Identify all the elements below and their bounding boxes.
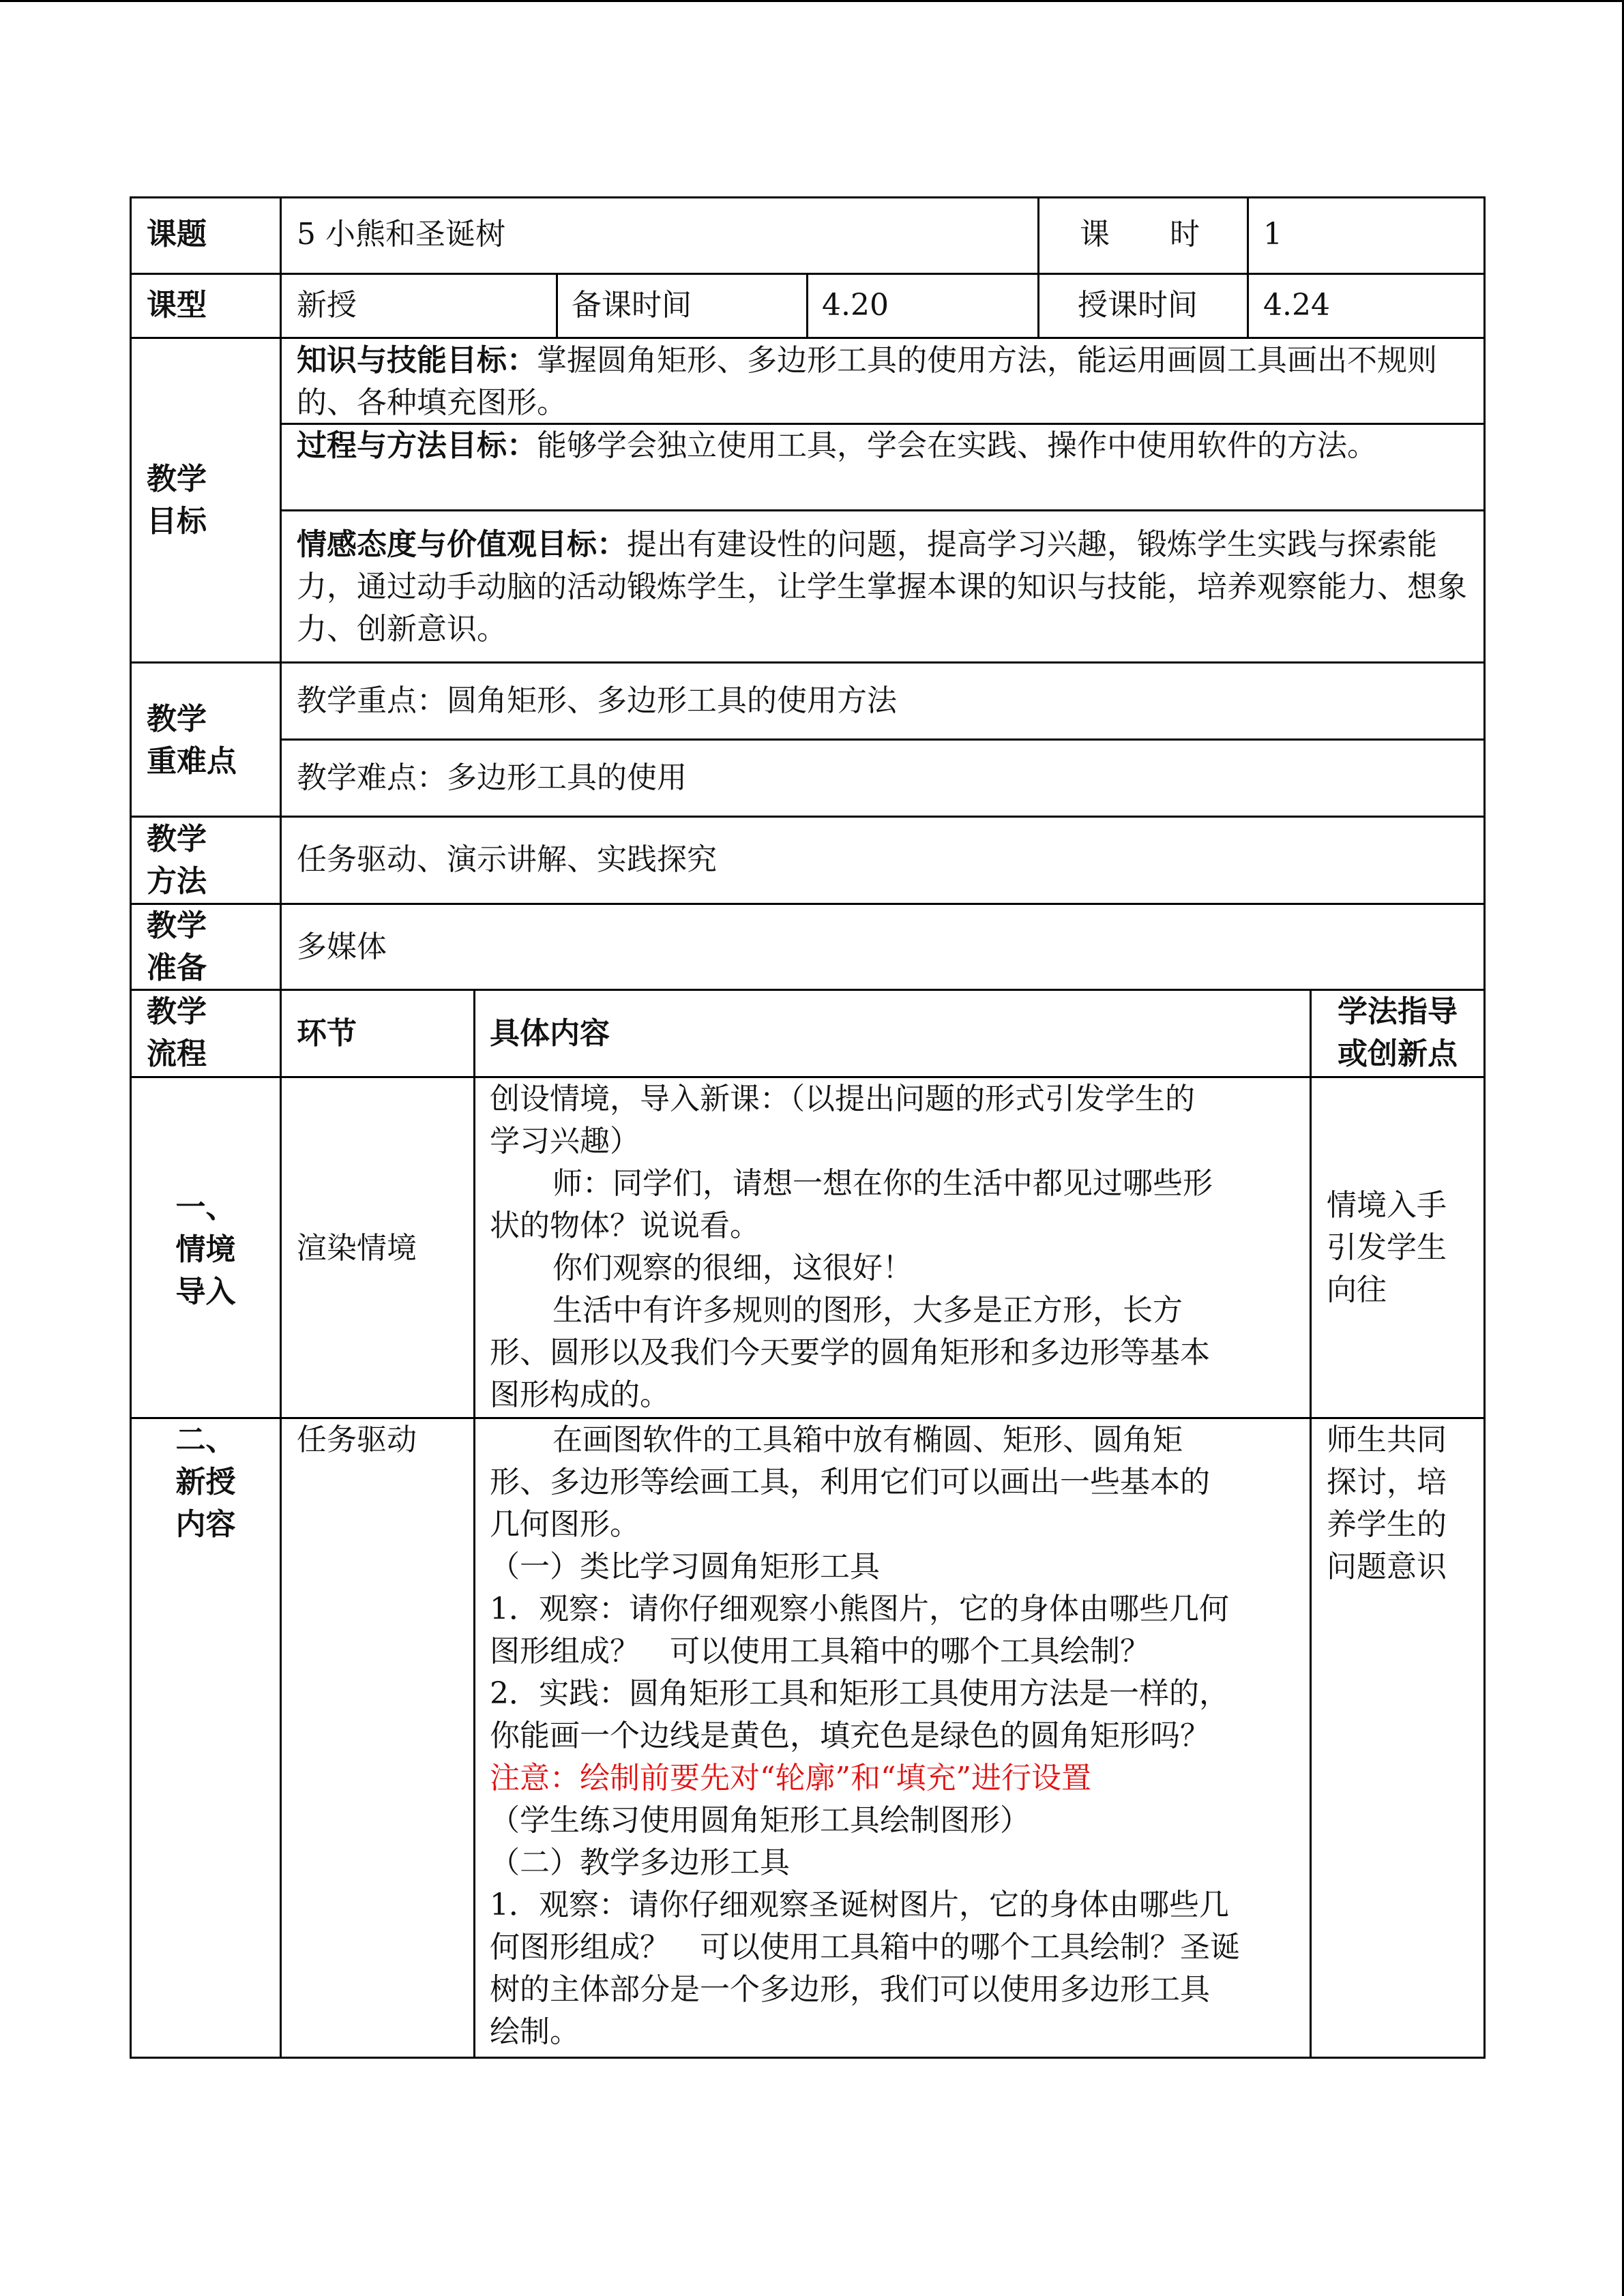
teaching-key-point: 教学重点：圆角矩形、多边形工具的使用方法	[297, 683, 897, 718]
process-goal-text: 能够学会独立使用工具，学会在实践、操作中使用软件的方法。	[537, 428, 1377, 463]
teach-time-label: 授课时间	[1078, 288, 1198, 323]
section2-line: 几何图形。	[490, 1507, 640, 1542]
section1-step: 渲染情境	[297, 1231, 417, 1266]
knowledge-goal-title: 知识与技能目标：	[297, 343, 537, 378]
keypoints-label: 教学 重难点	[147, 702, 237, 779]
section2-line: 树的主体部分是一个多边形，我们可以使用多边形工具	[490, 1972, 1210, 2007]
process-goal	[297, 425, 1477, 467]
topic-value: 5 小熊和圣诞树	[297, 217, 505, 252]
method-label: 教学 方法	[147, 822, 207, 899]
type-value: 新授	[297, 288, 357, 323]
topic-label: 课题	[147, 217, 207, 252]
section1-line: 图形构成的。	[490, 1377, 670, 1412]
section2-title: 二、 新授 内容	[175, 1422, 236, 1542]
section2-content	[490, 1419, 1305, 2053]
flow-step-header: 环节	[297, 1016, 357, 1051]
section2-line: 1．观察：请你仔细观察小熊图片，它的身体由哪些几何	[490, 1592, 1229, 1626]
top-border	[0, 0, 1624, 2]
section1-line: 状的物体？说说看。	[490, 1208, 760, 1243]
goals-label: 教学 目标	[147, 462, 207, 539]
teach-time-value: 4.24	[1263, 288, 1330, 323]
prep-time-label: 备课时间	[572, 288, 692, 323]
section2-line: （一）类比学习圆角矩形工具	[490, 1549, 880, 1584]
process-goal-title: 过程与方法目标：	[297, 428, 537, 463]
period-label: 课 时	[1080, 217, 1200, 252]
prepare-label: 教学 准备	[147, 908, 207, 985]
section1-line: 你们观察的很细，这很好！	[552, 1251, 913, 1285]
section1-line: 创设情境，导入新课：（以提出问题的形式引发学生的	[490, 1082, 1195, 1116]
method-value: 任务驱动、演示讲解、实践探究	[297, 842, 717, 877]
section1-line: 形、圆形以及我们今天要学的圆角矩形和多边形等基本	[490, 1335, 1210, 1370]
prep-time-value: 4.20	[822, 288, 889, 323]
section2-note: 师生共同 探讨，培 养学生的 问题意识	[1327, 1422, 1447, 1584]
knowledge-goal-text: 掌握圆角矩形、多边形工具的使用方法，能运用画圆工具画出不规则的、各种填充图形。	[297, 343, 1437, 420]
section2-line: 你能画一个边线是黄色，填充色是绿色的圆角矩形吗？	[490, 1718, 1210, 1753]
flow-method-header: 学法指导 或创新点	[1338, 994, 1458, 1071]
section2-line: 2．实践：圆角矩形工具和矩形工具使用方法是一样的，	[490, 1676, 1229, 1711]
section1-content	[490, 1078, 1305, 1416]
section2-line: 绘制。	[490, 2014, 580, 2049]
type-label: 课型	[147, 288, 207, 323]
section2-line: （学生练习使用圆角矩形工具绘制图形）	[490, 1803, 1030, 1838]
section2-line: 图形组成？ 可以使用工具箱中的哪个工具绘制？	[490, 1634, 1150, 1669]
section2-line: （二）教学多边形工具	[490, 1845, 790, 1880]
section2-line: 1．观察：请你仔细观察圣诞树图片，它的身体由哪些几	[490, 1888, 1229, 1922]
section2-line: 在画图软件的工具箱中放有椭圆、矩形、圆角矩	[552, 1422, 1183, 1457]
section2-line: 何图形组成？ 可以使用工具箱中的哪个工具绘制？圣诞	[490, 1930, 1240, 1965]
period-value: 1	[1263, 217, 1282, 252]
emotion-goal	[297, 524, 1477, 651]
teaching-difficulty: 教学难点：多边形工具的使用	[297, 760, 687, 795]
section1-line: 生活中有许多规则的图形，大多是正方形，长方	[552, 1293, 1183, 1328]
emotion-goal-text: 提出有建设性的问题，提高学习兴趣，锻炼学生实践与探索能力，通过动手动脑的活动锻炼学生，让学生掌握本课的知识与技能，培养观察能力、想象力、创新意识。	[297, 527, 1467, 646]
section2-step: 任务驱动	[297, 1422, 417, 1457]
section1-note: 情境入手 引发学生 向往	[1327, 1188, 1447, 1307]
emotion-goal-title: 情感态度与价值观目标：	[297, 527, 627, 562]
section1-line: 师：同学们，请想一想在你的生活中都见过哪些形	[552, 1166, 1213, 1201]
section1-line: 学习兴趣）	[490, 1124, 640, 1159]
prepare-value: 多媒体	[297, 929, 387, 964]
section2-warning-line: 注意：绘制前要先对“轮廓”和“填充”进行设置	[490, 1761, 1091, 1795]
flow-label: 教学 流程	[147, 994, 207, 1071]
flow-content-header: 具体内容	[490, 1016, 610, 1051]
section1-title: 一、 情境 导入	[175, 1190, 236, 1309]
section2-line: 形、多边形等绘画工具，利用它们可以画出一些基本的	[490, 1465, 1210, 1500]
knowledge-goal	[297, 340, 1477, 424]
